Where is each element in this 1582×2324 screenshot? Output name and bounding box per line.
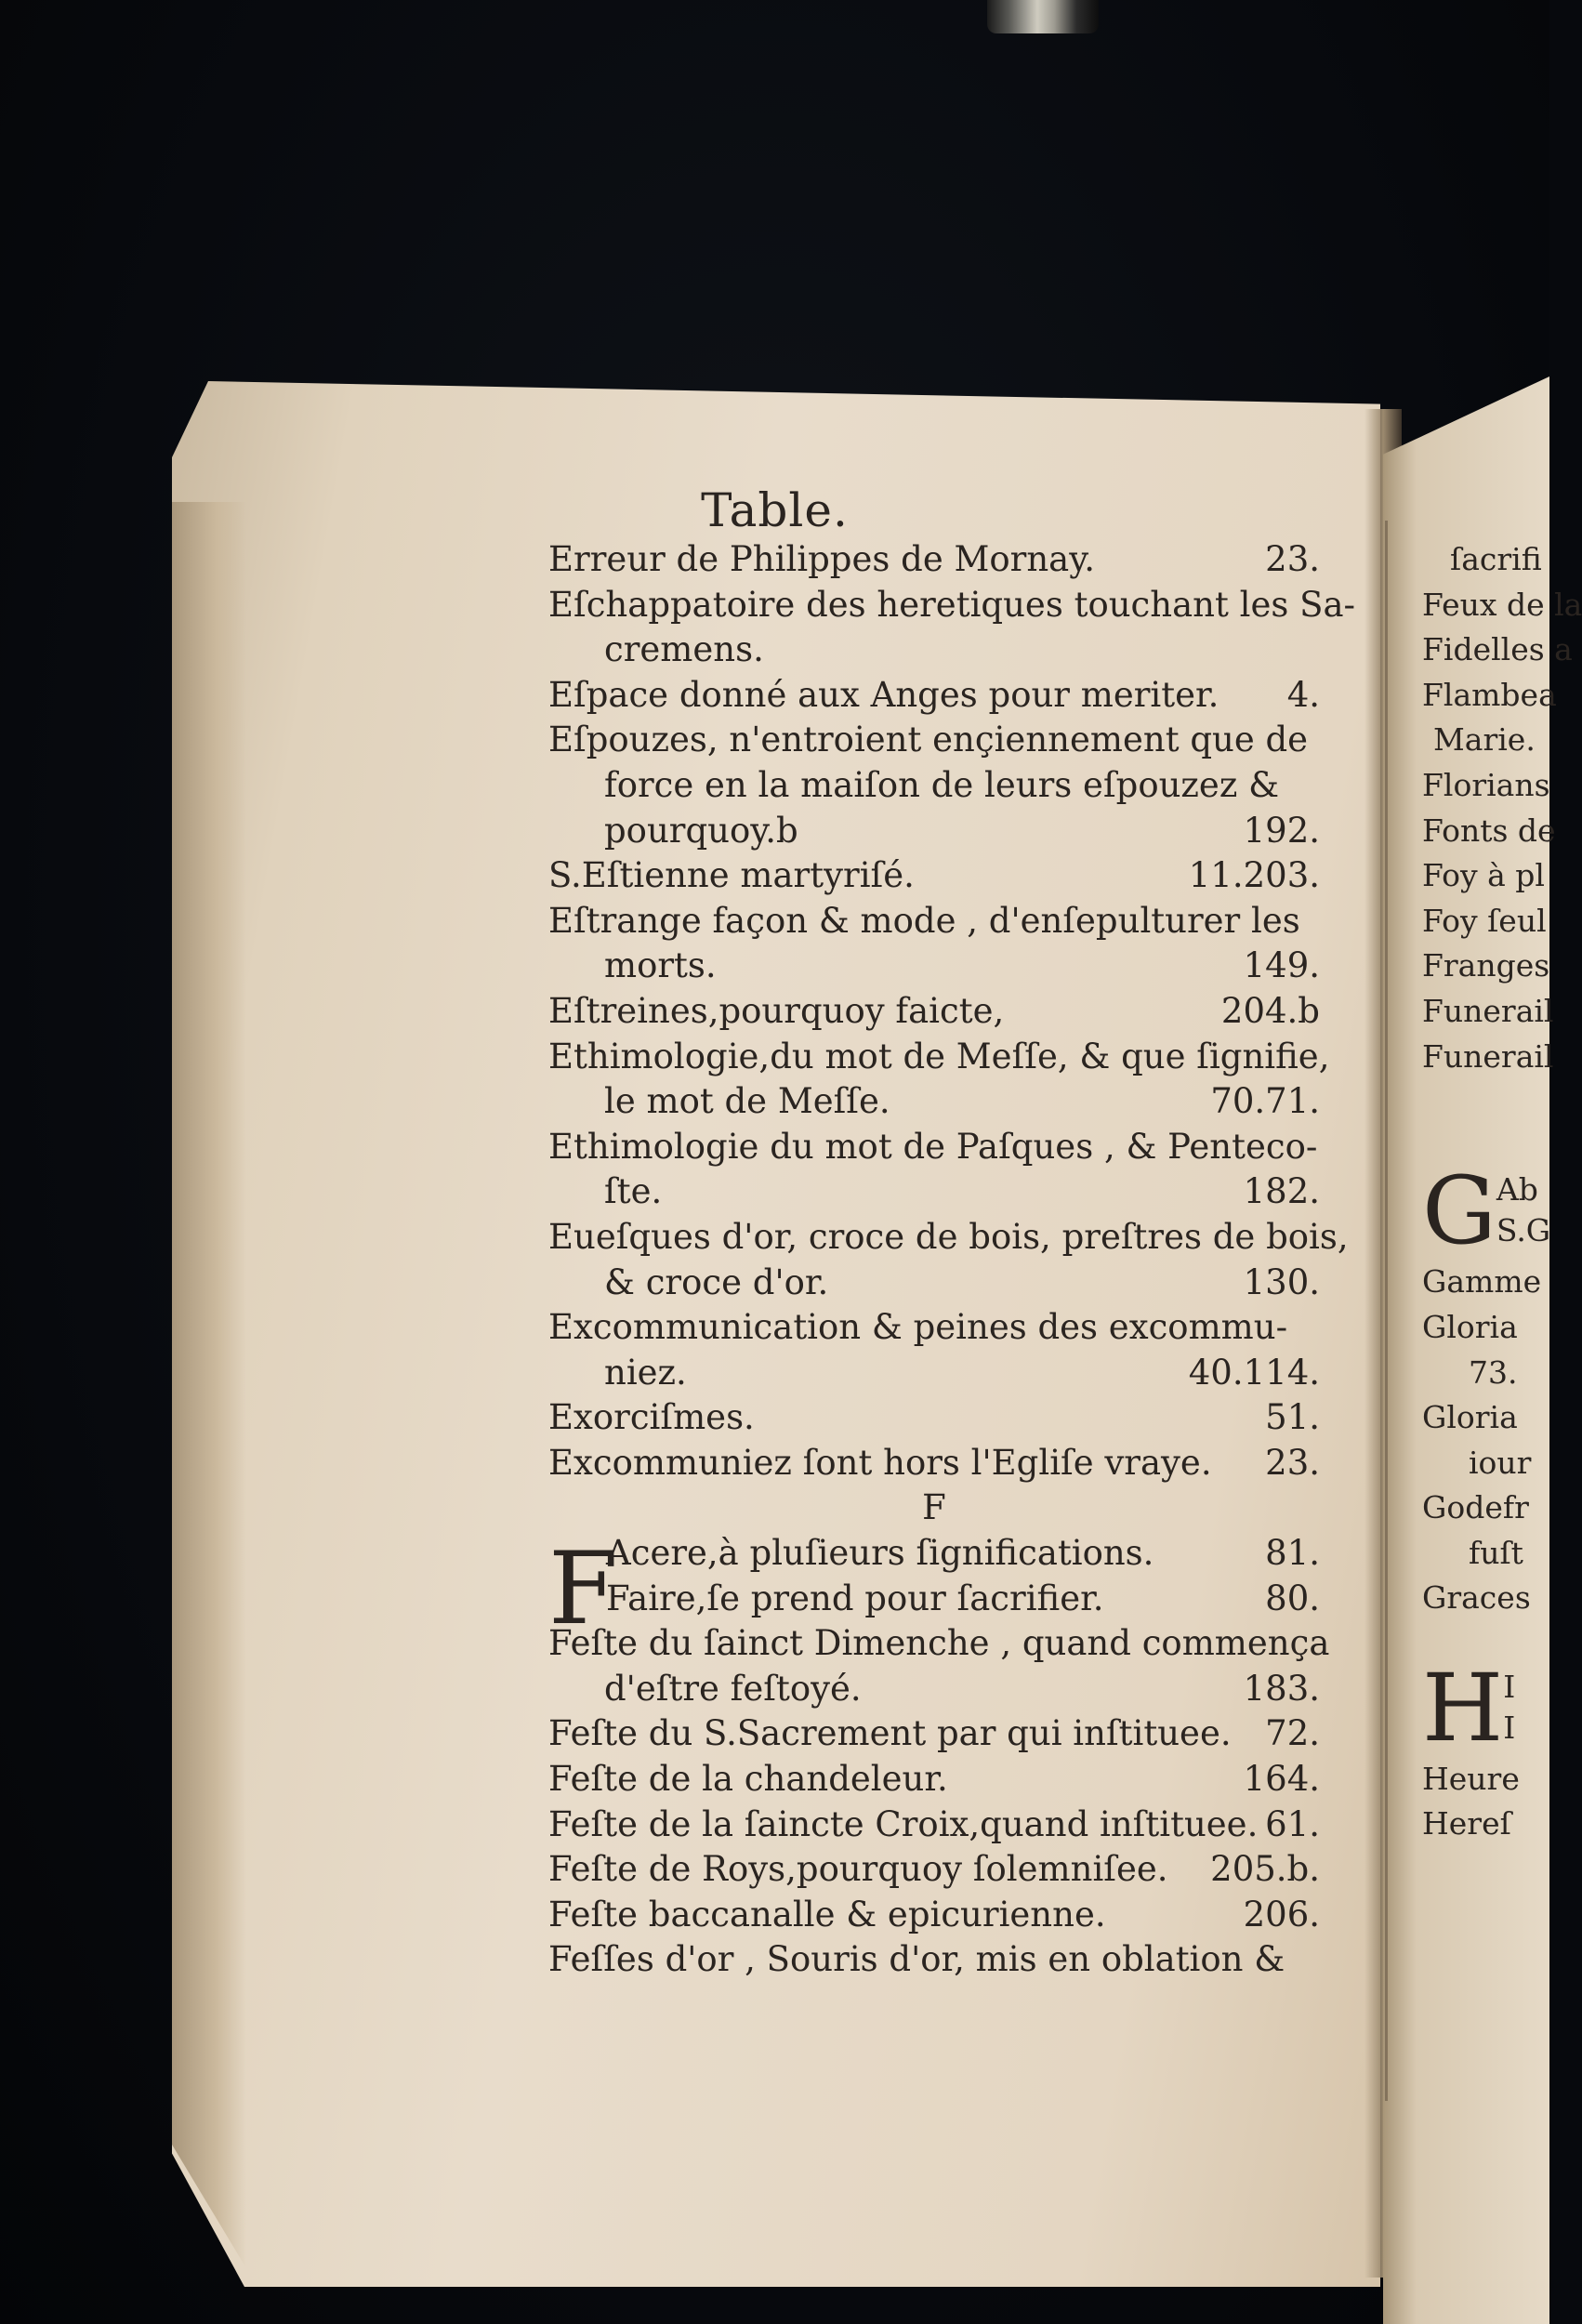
index-entry-page: 164.: [1243, 1759, 1320, 1800]
right-fragment-spacer: [1422, 1079, 1549, 1125]
index-entry-text: Eſchappatoire des heretiques touchant les Sa-: [548, 584, 1356, 625]
right-fragment-line: Gamme: [1422, 1263, 1542, 1301]
index-entry-page: 51.: [1265, 1397, 1320, 1438]
index-entry: [548, 1351, 1320, 1396]
index-entry: [548, 1215, 1349, 1261]
index-entry-text: Erreur de Philippes de Mornay.: [548, 539, 1095, 579]
index-entry: [548, 944, 1320, 989]
right-fragment-line: fuſt: [1469, 1534, 1523, 1571]
index-entry: [548, 853, 1320, 899]
index-entry-text: Acere,à pluſieurs ſignifications.: [606, 1533, 1154, 1574]
right-fragment-line: Funerail: [1422, 1037, 1554, 1075]
index-entry-text: Feſte de la chandeleur.: [548, 1759, 948, 1800]
index-entry: [548, 1621, 1330, 1667]
index-entry-text: Excommunication & peines des excommu-: [548, 1307, 1288, 1348]
index-entry-page: 149.: [1243, 945, 1320, 986]
index-entry-page: 11.203.: [1188, 855, 1320, 896]
index-entry: [548, 673, 1320, 719]
index-entry-page: 40.114.: [1188, 1352, 1320, 1393]
index-entry-text: Eſtrange façon & mode , d'enſepulturer les: [548, 900, 1300, 941]
right-fragment-line: Gloria: [1422, 1308, 1518, 1345]
index-entry: [548, 1577, 1320, 1622]
index-entry-page: 4.: [1286, 674, 1320, 715]
right-dropcap-letter: G: [1422, 1156, 1496, 1266]
index-entry: [548, 1305, 1320, 1351]
index-entry: [548, 763, 1320, 809]
index-entry-page: 183.: [1243, 1668, 1320, 1709]
index-entry-text: pourquoy.b: [604, 810, 798, 851]
right-fragment-line: Franges: [1422, 947, 1550, 984]
right-dropcap-block: [1422, 1653, 1549, 1763]
right-dropcap-letter: H: [1422, 1653, 1504, 1763]
right-fragment-line: Funerail: [1422, 992, 1554, 1029]
right-dropcap-text: [1503, 1667, 1515, 1749]
index-entry-text: Ethimologie du mot de Paſques , & Penteco-: [548, 1126, 1318, 1167]
index-entry-page: 61.: [1265, 1803, 1320, 1844]
index-entry: [548, 809, 1320, 854]
index-entry-text: Excommuniez ſont hors l'Egliſe vraye.: [548, 1442, 1212, 1483]
index-entry-text: Feſte baccanalle & epicurienne.: [548, 1894, 1106, 1934]
right-dropcap-line: I: [1503, 1668, 1516, 1705]
index-entry-text: Eſpouzes, n'entroient ençiennement que de: [548, 720, 1309, 760]
right-fragment-line: Feux de la: [1422, 586, 1582, 623]
section-heading-text: F: [922, 1487, 946, 1528]
index-entry-page: 204.b: [1220, 990, 1320, 1031]
right-fragment-line: Flambea: [1422, 676, 1557, 713]
index-entry-text: niez.: [604, 1352, 687, 1393]
index-entry: [548, 1802, 1320, 1848]
index-entry-page: 70.71.: [1210, 1081, 1320, 1122]
index-entry-text: Feſte de la ſaincte Croix,quand inſtituee.: [548, 1803, 1259, 1844]
right-fragment-line: Foy ſeul: [1422, 902, 1547, 939]
right-fragment-line: Gloria: [1422, 1399, 1518, 1436]
right-fragment-line: Heure: [1422, 1760, 1520, 1797]
dropcap-letter: F: [548, 1531, 618, 1647]
bookmark-ribbon: [987, 0, 1099, 33]
index-entry: [548, 1711, 1320, 1757]
right-dropcap-block: [1422, 1156, 1551, 1266]
index-entry-text: Feſte de Roys,pourquoy ſolemniſee.: [548, 1849, 1168, 1890]
right-fragment-line: iour: [1469, 1444, 1532, 1481]
index-entry-text: d'eſtre feſtoyé.: [604, 1668, 862, 1709]
index-entry-text: Eſtreines,pourquoy faicte,: [548, 990, 1005, 1031]
index-entry-text: Faire,ſe prend pour ſacrifier.: [606, 1578, 1104, 1618]
index-entry: [548, 1757, 1320, 1802]
index-entry-text: morts.: [604, 945, 717, 986]
index-entry-text: cremens.: [604, 629, 764, 670]
index-entry-text: Feſte du S.Sacrement par qui inſtituee.: [548, 1713, 1232, 1754]
index-entry-text: Ethimologie,du mot de Meſſe, & que ſignifie,: [548, 1036, 1330, 1076]
index-entry: [548, 899, 1320, 944]
right-fragment-line: Foy à pl: [1422, 857, 1545, 894]
right-dropcap-line: Ab: [1496, 1171, 1538, 1208]
index-entry: [548, 1079, 1320, 1125]
index-entry-text: & croce d'or.: [604, 1261, 829, 1302]
index-entry-text: Eſpace donné aux Anges pour meriter.: [548, 674, 1219, 715]
index-entry: [548, 718, 1320, 763]
right-fragment-line: Fidelles a: [1422, 631, 1573, 668]
index-entry-page: 206.: [1243, 1894, 1320, 1934]
page-title: Table.: [701, 483, 849, 537]
right-dropcap-line: I: [1503, 1709, 1516, 1746]
index-entry: [548, 1035, 1330, 1080]
right-fragment-line: Fonts de: [1422, 812, 1556, 849]
index-entry: [548, 1893, 1320, 1938]
index-entry: [548, 627, 1320, 673]
index-entry: [548, 1667, 1320, 1712]
index-entry-page: 192.: [1243, 810, 1320, 851]
index-entry-page: 205.b.: [1210, 1849, 1320, 1890]
index-entry-page: 130.: [1243, 1261, 1320, 1302]
index-entry: [548, 583, 1356, 628]
index-entry: [548, 1125, 1320, 1170]
index-entry: [548, 1395, 1320, 1441]
right-dropcap-line: S.G: [1496, 1212, 1551, 1249]
index-entry-page: 72.: [1265, 1713, 1320, 1754]
index-entry-text: Exorciſmes.: [548, 1397, 755, 1438]
index-entry-text: S.Eſtienne martyriſé.: [548, 855, 915, 896]
index-entry: [548, 1937, 1320, 1983]
index-entry: [548, 1169, 1320, 1215]
right-fragment-line: Marie.: [1433, 721, 1536, 759]
index-entry: [548, 1531, 1320, 1577]
index-entry-page: 80.: [1265, 1578, 1320, 1618]
index-entry-text: ſte.: [604, 1171, 663, 1212]
index-entry: [548, 1261, 1320, 1306]
index-entries-left: [548, 537, 1356, 1983]
index-entry-page: 182.: [1243, 1171, 1320, 1212]
index-entry: [548, 537, 1320, 583]
index-entry: [548, 989, 1320, 1035]
right-fragment-line: Florians: [1422, 766, 1550, 803]
right-fragment-line: Graces: [1422, 1579, 1531, 1617]
left-page-edge: [172, 502, 246, 2268]
right-page-margin-rule: [1385, 521, 1388, 2101]
index-entry-text: Feſte du ſainct Dimenche , quand commença: [548, 1623, 1330, 1664]
right-fragment-line: 73.: [1469, 1353, 1518, 1391]
index-entry: [548, 1847, 1320, 1893]
index-entry-text: Feſſes d'or , Souris d'or, mis en oblation &: [548, 1939, 1285, 1980]
index-entry-page: 81.: [1265, 1533, 1320, 1574]
index-entry-text: Eueſques d'or, croce de bois, preſtres de bois,: [548, 1216, 1349, 1257]
right-fragment-line: Godefr: [1422, 1489, 1529, 1526]
index-entry: [548, 1441, 1320, 1486]
right-fragment-line: ſacrifi: [1450, 541, 1542, 577]
section-heading-letter: [548, 1486, 1320, 1531]
right-page-fragments: [1422, 537, 1582, 1847]
right-fragment-line: Hereſ: [1422, 1805, 1511, 1842]
index-entry-text: force en la maiſon de leurs eſpouzez &: [604, 764, 1280, 805]
index-entry-page: 23.: [1265, 539, 1320, 579]
index-entry-page: 23.: [1265, 1442, 1320, 1483]
right-dropcap-text: [1496, 1169, 1550, 1251]
index-entry-text: le mot de Meſſe.: [604, 1081, 890, 1122]
